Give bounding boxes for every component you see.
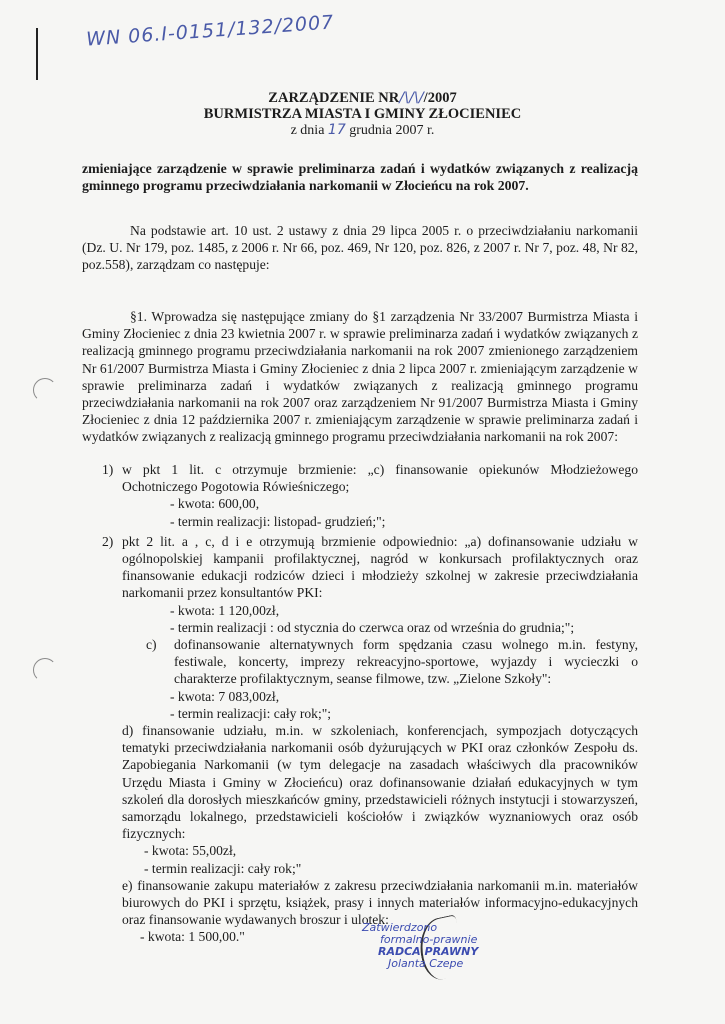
subitem-text: dofinansowanie alternatywnych form spędzania czasu wolnego m.in. festyny, festiwale, koncerty, imprezy rekreacyjno-sportowe, wyjazdy i wycieczki o charakterze profilaktycznym, seanse filmowe, tzw. „Zielone Szkoły":: [174, 637, 638, 687]
title-number-handwritten: /\/\/: [399, 90, 424, 106]
item-amount: - kwota: 1 120,00zł,: [170, 602, 280, 618]
item-number: 1): [102, 462, 114, 477]
item-deadline: - termin realizacji: cały rok;": [144, 860, 302, 876]
item-amount: - kwota: 1 500,00.": [140, 929, 245, 945]
title-prefix: ZARZĄDZENIE NR: [268, 90, 400, 106]
item-number: 2): [102, 533, 114, 549]
item-amount: - kwota: 7 083,00zł,: [170, 688, 280, 704]
item-text: w pkt 1 lit. c otrzymuje brzmienie: „c) finansowanie opiekunów Młodzieżowego Ochotniczego Pogotowia Rówieśniczego;: [122, 462, 638, 495]
stamp-line: Jolanta Czepe: [388, 957, 464, 970]
legal-basis-paragraph: Na podstawie art. 10 ust. 2 ustawy z dnia 29 lipca 2005 r. o przeciwdziałaniu narkomanii (Dz. U. Nr 179, poz. 1485, z 2006 r. Nr 66, poz. 469, Nr 120, poz. 826, z 2007 r. Nr 7, poz. 48, Nr 82, poz.558), zarządzam co następuje:: [82, 223, 638, 273]
document-date: [0, 122, 725, 139]
approval-stamp: [362, 922, 512, 1002]
stamp-line: formalno-prawnie: [380, 933, 478, 946]
issuing-authority: BURMISTRZA MIASTA I GMINY ZŁOCIENIEC: [203, 106, 522, 122]
date-suffix: grudnia 2007 r.: [349, 123, 435, 138]
item-amount: - kwota: 55,00zł,: [144, 843, 237, 859]
list-item: [82, 461, 638, 495]
subitem-label: c): [146, 637, 157, 653]
list-item: [82, 636, 638, 688]
handwritten-reference: WN 06.I-0151/132/2007: [85, 11, 335, 51]
date-day-handwritten: 17: [327, 122, 346, 138]
stamp-line: RADCA PRAWNY: [378, 945, 479, 958]
punch-hole-mark: [33, 378, 57, 402]
item-text: pkt 2 lit. a , c, d i e otrzymują brzmienie odpowiednio: „a) dofinansowanie udziału w ogólnopolskiej kampanii profilaktycznej, nagród w konkursach profilaktycznych oraz finansowanie edukacji rodziców dzieci i młodzieży szkolnej w zakresie przeciwdziałania narkomanii przez konsultantów PKI:: [122, 533, 638, 601]
date-prefix: z dnia: [290, 123, 325, 138]
stamp-line: Zatwierdzono: [362, 921, 438, 934]
subitem-text: d) finansowanie udziału, m.in. w szkoleniach, konferencjach, sympozjach dotyczących tematyki przeciwdziałania narkomanii osób dyżurujących w PKI oraz członków Zespołu ds. Zapobiegania Narkomanii (w tym delegacje na zasadach właściwych dla pracowników Urzędu Miasta i Gminy w Złocieńcu) oraz dofinansowanie działań edukacyjnych w tym szkoleń dla dorosłych mieszkańców gminy, przedstawicieli różnych instytucji i stowarzyszeń, samorządu lokalnego, przedstawicieli kościołów i związków wyznaniowych oraz osób fizycznych:: [122, 723, 638, 842]
document-subject: zmieniające zarządzenie w sprawie preliminarza zadań i wydatków związanych z realizacją gminnego programu przeciwdziałania narkomanii w Złocieńcu na rok 2007.: [82, 161, 638, 193]
document-title: [0, 90, 725, 106]
list-item: [82, 533, 638, 602]
item-amount: - kwota: 600,00,: [170, 496, 260, 512]
section-1-paragraph: §1. Wprowadza się następujące zmiany do §1 zarządzenia Nr 33/2007 Burmistrza Miasta i Gminy Złocieniec z dnia 23 kwietnia 2007 r. w sprawie preliminarza zadań i wydatków związanych z realizacją gminnego programu przeciwdziałania narkomanii na rok 2007 zmienionego zarządzeniem Nr 61/2007 Burmistrza Miasta i Gminy Złocieniec z dnia 2 lipca 2007 r. zmieniającym zarządzenie w sprawie preliminarza zadań i wydatków związanych z realizacją gminnego programu przeciwdziałania narkomanii na rok 2007 oraz zarządzeniem Nr 91/2007 Burmistrza Miasta i Gminy Złocieniec z dnia 12 października 2007 r. zmieniającym zarządzenie w sprawie preliminarza zadań i wydatków związanych z realizacją gminnego programu przeciwdziałania narkomanii na rok 2007:: [82, 309, 638, 445]
item-deadline: - termin realizacji: listopad- grudzień;";: [170, 513, 386, 529]
subitem-text: e) finansowanie zakupu materiałów z zakresu przeciwdziałania narkomanii m.in. materiałów biurowych do PKI i sprzętu, książek, prasy i innych materiałów informacyjno-edukacyjnych oraz finansowanie wydawanych broszur i ulotek:: [122, 877, 638, 928]
item-deadline: - termin realizacji: cały rok;";: [170, 705, 332, 721]
scan-margin-line: [36, 28, 38, 80]
title-suffix: /2007: [423, 90, 457, 106]
document-header: [0, 90, 725, 139]
item-deadline: - termin realizacji : od stycznia do czerwca oraz od września do grudnia;";: [170, 619, 575, 635]
punch-hole-mark: [33, 658, 57, 682]
amendments-list: [82, 461, 638, 946]
